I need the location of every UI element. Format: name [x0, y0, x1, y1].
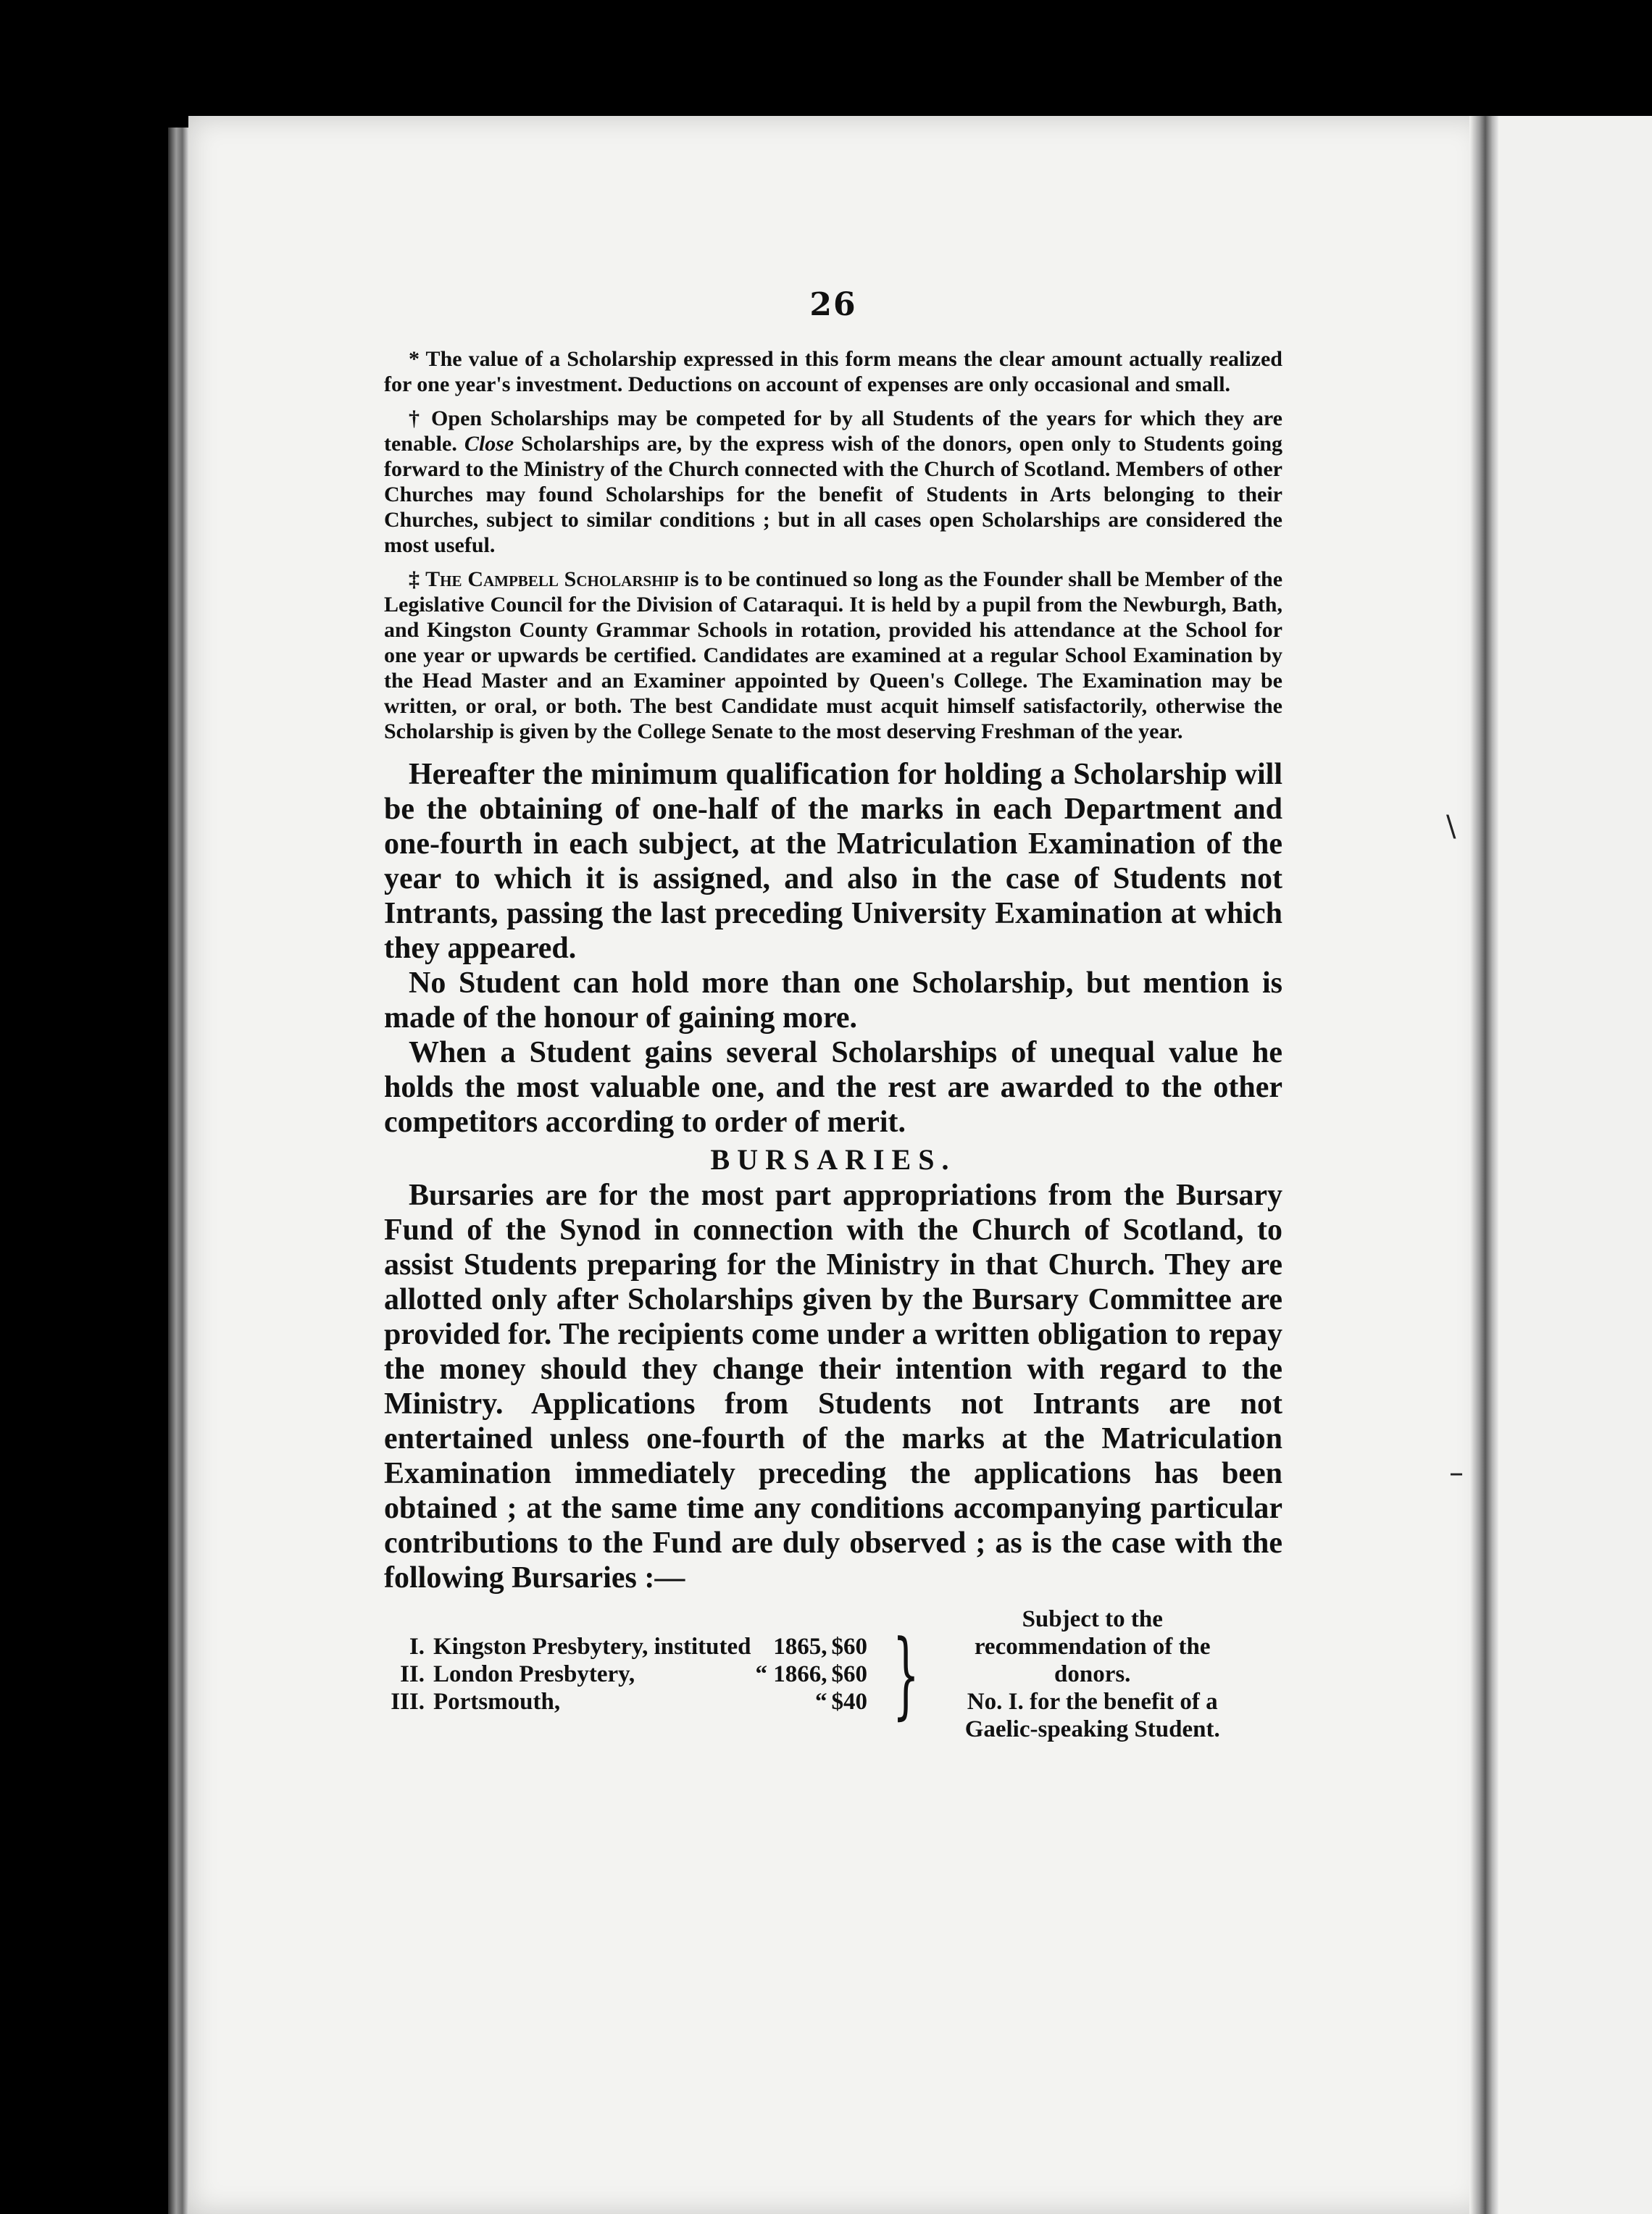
- margin-tick: \: [1446, 810, 1456, 843]
- bursary-year: 1865,: [773, 1634, 827, 1660]
- footnote-smallcaps-term: The Campbell Scholarship: [425, 567, 679, 591]
- bursary-name: Kingston Presbytery, instituted: [433, 1634, 751, 1660]
- bursary-numeral: III.: [391, 1689, 425, 1715]
- bursary-numeral: I.: [409, 1634, 425, 1660]
- section-heading-bursaries: BURSARIES.: [710, 1143, 956, 1176]
- bursary-amount: $60: [831, 1661, 867, 1687]
- footnote-marker: ‡: [409, 567, 426, 591]
- paragraph-several-scholarships: When a Student gains several Scholarships of unequal value he holds the most valuable one, and the rest are awarded to the other competitors according to order of merit.: [384, 1036, 1282, 1139]
- footnote-text: Scholarships are, by the express wish of the donors, open only to Students going forward to the Ministry of the Church connected with the Church of Scotland. Members of other Churches may found Scholarships for the benefit of Students in Arts belonging to their Churches, subject to similar conditions ; but in all cases open Scholarships are considered the most useful.: [384, 432, 1283, 557]
- bursary-name: Portsmouth,: [433, 1689, 561, 1715]
- footnote-text: † Open Scholarships may be competed for by all Students of the years for which they are tenable.: [384, 406, 1282, 456]
- footnote-text: * The value of a Scholarship expressed in this form means the clear amount actually realized for one year's investment. Deductions on account of expenses are only occasional and small.: [384, 347, 1282, 396]
- bursary-list: [384, 1605, 1282, 1743]
- margin-tick: –: [1449, 1456, 1464, 1490]
- facing-page-edge: [1498, 116, 1652, 2214]
- page-number: 26: [809, 286, 857, 323]
- footnotes: [384, 346, 1282, 744]
- bursary-table: [384, 1633, 872, 1716]
- bursary-note-line: No. I. for the benefit of a Gaelic-speaking Student.: [964, 1689, 1220, 1742]
- paragraph-one-scholarship: No Student can hold more than one Scholarship, but mention is made of the honour of gaining more.: [384, 966, 1282, 1035]
- book-spine: [1469, 116, 1498, 2214]
- bursary-note-line: Subject to the recommendation of the donors.: [974, 1606, 1211, 1687]
- page-content: [384, 286, 1282, 1743]
- page-stack-edge: [168, 128, 188, 2214]
- bursary-year: “: [815, 1689, 827, 1715]
- bursary-note: [940, 1605, 1245, 1743]
- bursary-name: London Presbytery,: [433, 1661, 635, 1687]
- paragraph-bursaries: Bursaries are for the most part appropriations from the Bursary Fund of the Synod in connection with the Church of Scotland, to assist Students preparing for the Ministry in that Church. They are allotted only after Scholarships given by the Bursary Committee are provided for. The recipients come under a written obligation to repay the money should they change their intention with regard to the Ministry. Applications from Students not Intrants are not entertained unless one-fourth of the marks at the Matriculation Examination immediately preceding the applications has been obtained ; at the same time any conditions accompanying particular contributions to the Fund are duly observed ; as is the case with the following Bursaries :—: [384, 1179, 1282, 1595]
- footnote-value-note: [384, 346, 1282, 397]
- bursary-numeral: II.: [400, 1661, 425, 1687]
- paragraph-minimum-qualification: Hereafter the minimum qualification for holding a Scholarship will be the obtaining of one-half of the marks in each Department and one-fourth in each subject, at the Matriculation Examination of the year to which it is assigned, and also in the case of Students not Intrants, passing the last preceding University Examination at which they appeared.: [384, 758, 1282, 965]
- bursary-row: [384, 1688, 872, 1716]
- footnote-italic-term: Close: [464, 432, 514, 456]
- footnote-open-scholarships: [384, 406, 1282, 558]
- brace-symbol: }: [892, 1619, 919, 1729]
- scan-background: [0, 0, 1652, 116]
- bursary-year: “ 1866,: [755, 1661, 827, 1687]
- bursary-row: [384, 1633, 872, 1660]
- footnote-text: is to be continued so long as the Founder shall be Member of the Legislative Council for the Division of Cataraqui. It is held by a pupil from the Newburgh, Bath, and Kingston County Grammar Schools in rotation, provided his attendance at the School for one year or upwards be certified. Candidates are examined at a regular School Examination by the Head Master and an Examiner appointed by Queen's College. The Examination may be written, or oral, or both. The best Candidate must acquit himself satisfactorily, otherwise the Scholarship is given by the College Senate to the most deserving Freshman of the year.: [384, 567, 1283, 743]
- bursary-amount: $60: [831, 1634, 867, 1660]
- bursary-amount: $40: [831, 1689, 867, 1715]
- footnote-campbell-scholarship: [384, 567, 1282, 744]
- bursary-row: [384, 1660, 872, 1688]
